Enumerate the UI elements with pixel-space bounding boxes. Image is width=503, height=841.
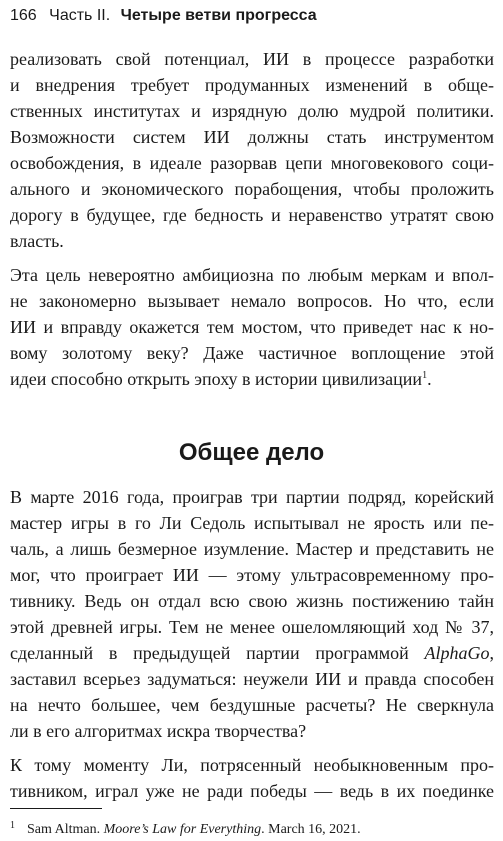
text-fragment: . — [427, 369, 432, 389]
text-line: Эта цель невероятно амбициозна по любым меркам и впол- — [10, 265, 494, 285]
text-line: реализовать свой потенциал, ИИ в процессе разработки — [10, 49, 494, 69]
text-line: ального и экономического порабощения, чтобы проложить — [10, 179, 494, 199]
text-line: дорогу в будущее, где бедность и неравенство утратят свою — [10, 205, 494, 225]
footnote-title: Moore’s Law for Everything — [103, 822, 262, 837]
footnote-number: 1 — [10, 820, 15, 831]
text-line: власть. — [10, 231, 64, 251]
text-line: тивником, играл уже не ради победы — ведь в их поединке — [10, 781, 494, 801]
text-line: на нечто большее, чем бездушные расчеты? Не сверкнула — [10, 695, 494, 715]
text-fragment: сделанный в предыдущей партии программой — [10, 643, 425, 663]
text-line: заставил всерьез задуматься: неужели ИИ и правда способен — [10, 669, 494, 689]
page-number: 166 — [10, 7, 37, 24]
footnote-author: Sam Altman. — [27, 822, 104, 837]
footnote — [10, 815, 361, 837]
text-line: тивнику. Ведь он отдал всю свою жизнь постижению тайн — [10, 591, 494, 611]
text-line: чаль, а лишь безмерное изумление. Мастер и представить не — [10, 539, 494, 559]
section-heading: Общее дело — [178, 439, 325, 466]
text-line: не закономерно вызывает немало вопросов. Но что, если — [10, 291, 494, 311]
text-line: освобождения, в идеале разорвав цепи многовекового соци- — [10, 153, 494, 173]
text-line: и внедрения требует продуманных изменений в обще- — [10, 75, 494, 95]
text-line: ственных институтах и изрядную долю мудрой политики. — [10, 101, 494, 121]
text-line: этой древней игры. Тем не менее ошеломляющий ход № 37, — [10, 617, 494, 637]
text-line — [10, 366, 494, 392]
text-line: мастер игры в го Ли Седоль испытывал не ярость или пе- — [10, 513, 494, 533]
chapter-title: Четыре ветви прогресса — [120, 7, 317, 24]
program-name: AlphaGo — [424, 643, 490, 663]
footnote-divider — [10, 808, 102, 809]
footnote-date: . March 16, 2021. — [261, 822, 361, 837]
text-line — [10, 640, 494, 666]
text-line: мог, что проиграет ИИ — этому ультрасовременному про- — [10, 565, 494, 585]
text-line: вому золотому веку? Даже частичное воплощение этой — [10, 343, 494, 363]
footnote-reference[interactable]: 1 — [422, 370, 428, 381]
text-line: ли в его алгоритмах искра творчества? — [10, 721, 307, 741]
part-label: Часть II. — [49, 7, 111, 24]
running-head — [10, 4, 317, 28]
text-line: В марте 2016 года, проиграв три партии подряд, корейский — [10, 487, 494, 507]
text-line: К тому моменту Ли, потрясенный необыкновенным про- — [10, 755, 494, 775]
text-fragment: , — [489, 643, 494, 663]
text-line: Возможности систем ИИ должны стать инструментом — [10, 127, 494, 147]
text-line: ИИ и вправду окажется тем мостом, что приведет нас к но- — [10, 317, 494, 337]
text-fragment: идеи способно открыть эпоху в истории цивилизации — [10, 369, 423, 389]
